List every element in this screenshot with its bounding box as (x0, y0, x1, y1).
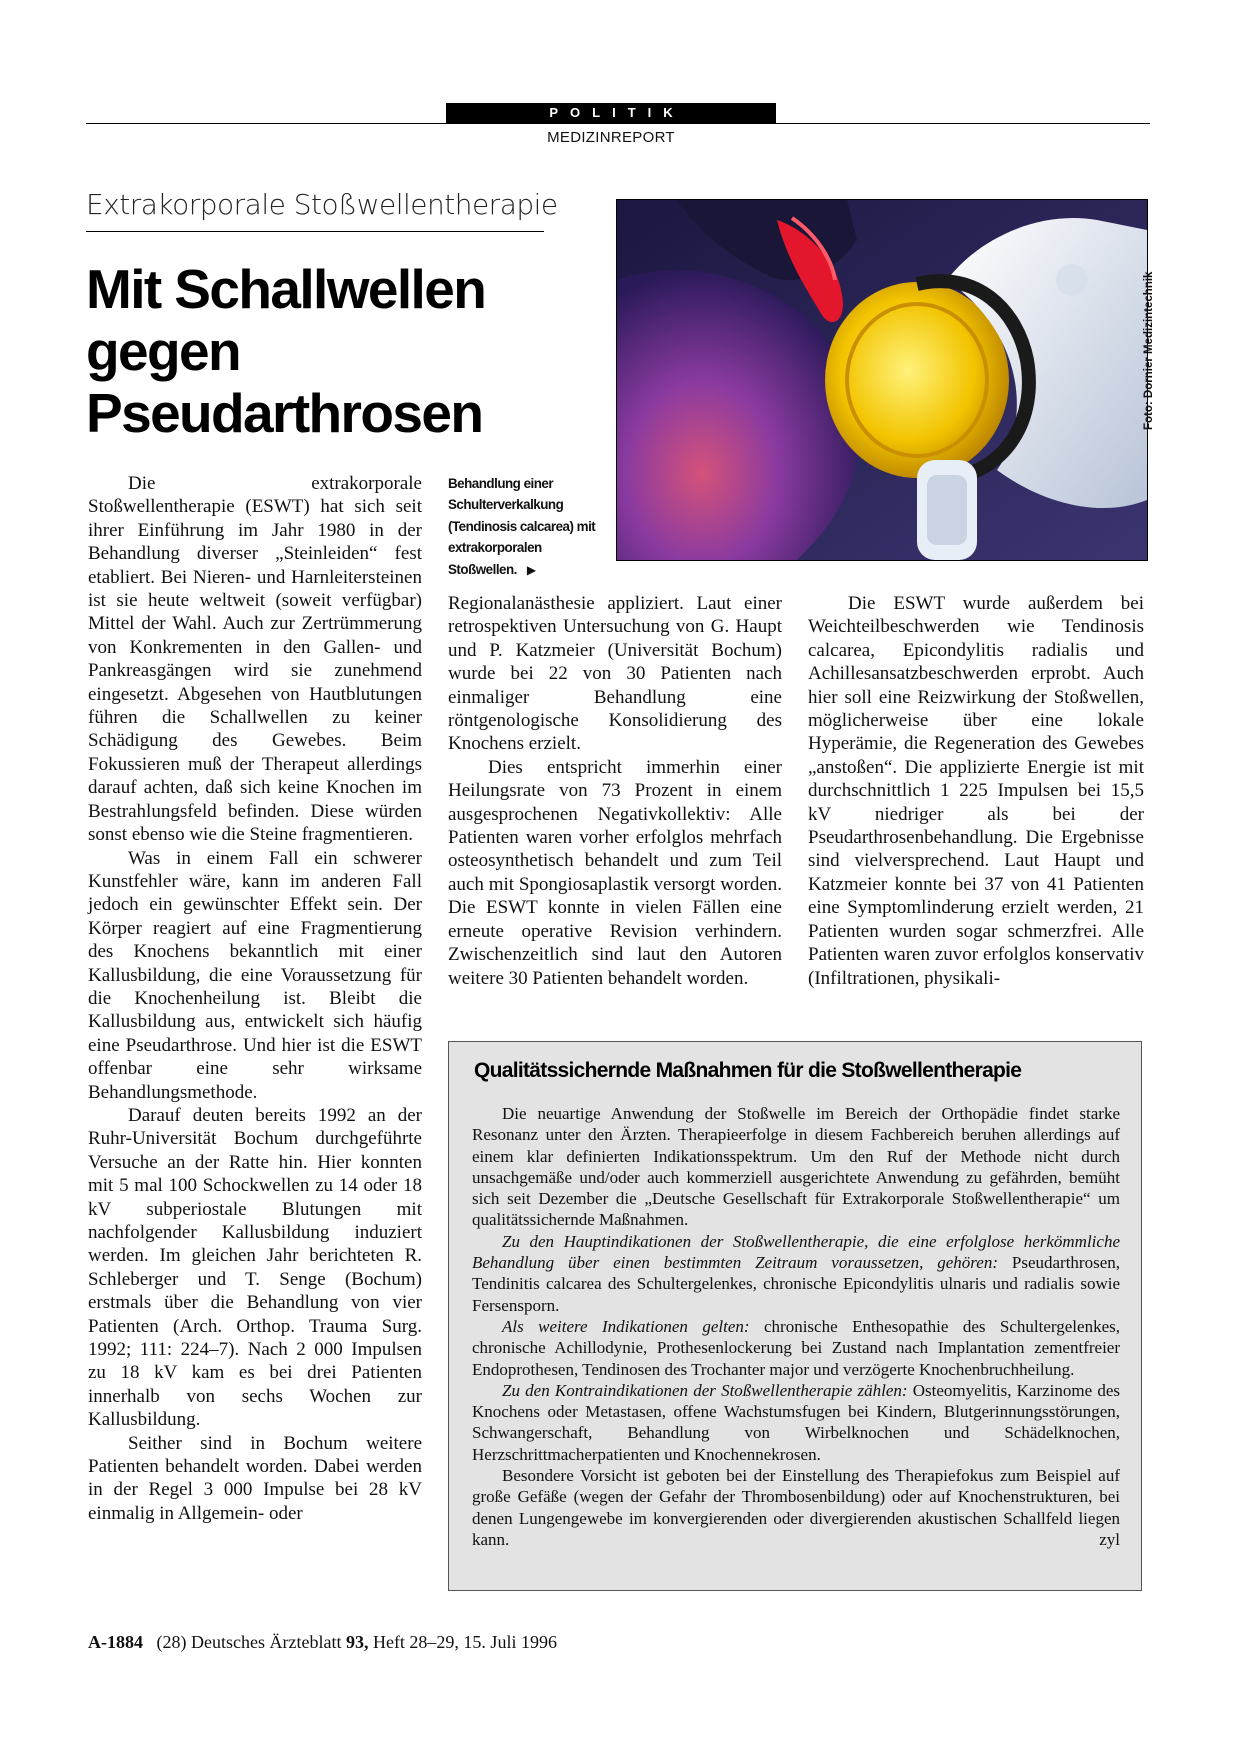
article-column-2 (448, 592, 782, 990)
section-label: POLITIK (446, 103, 776, 123)
article-photo (616, 199, 1148, 561)
page-number: A-1884 (88, 1632, 143, 1652)
box-text: Osteomyelitis, Karzinome des Knochens oder Metastasen, offene Wachstumsfugen bei Kindern, Blutgerinnungsstörungen, Schwangerschaft, Behandlung von Wirbelknochen und Schädelknochen, Herzschrittmacherpatienten und Knochennekrosen. (472, 1380, 1120, 1464)
article-headline (86, 258, 556, 444)
photo-credit: Foto: Dornier Medizintechnik (1143, 271, 1155, 430)
paragraph: Was in einem Fall ein schwerer Kunstfehler wäre, kann im anderen Fall jedoch ein gewünschter Effekt sein. Der Körper reagiert auf eine Fragmentierung des Knochens bekanntlich mit einer Kallusbildung, die eine Voraussetzung für die Knochenheilung ist. Bleibt die Kallusbildung aus, entwickelt sich häufig eine Pseudarthrose. Und hier ist die ESWT offenbar eine sehr wirksame Behandlungsmethode. (88, 847, 422, 1103)
paragraph: Regionalanästhesie appliziert. Laut einer retrospektiven Untersuchung von G. Haupt und P. Katzmeier (Universität Bochum) wurde bei 22 von 30 Patienten nach einmaliger Behandlung eine röntgenologische Konsolidierung des Knochens erzielt. (448, 593, 782, 755)
header-rule (86, 123, 1150, 124)
triangle-right-icon: ▶ (526, 562, 536, 577)
info-box-body (472, 1103, 1120, 1550)
paragraph: Die ESWT wurde außerdem bei Weichteilbeschwerden wie Tendinosis calcarea, Epicondylitis radialis und Achillesansatzbeschwerden erprobt. Auch hier soll eine Reizwirkung der Stoßwellen, möglicherweise über eine lokale Hyperämie, die Regeneration des Gewebes „anstoßen“. Die applizierte Energie ist mit durchschnittlich 1 225 Impulsen bei 15,5 kV niedriger als bei der Pseudarthrosenbehandlung. Die Ergebnisse sind vielversprechend. Laut Haupt und Katzmeier konnte bei 37 von 41 Patienten eine Symptomlinderung erzielt werden, 21 Patienten wurden sogar schmerzfrei. Alle Patienten waren zuvor erfolglos konservativ (Infiltrationen, physikali- (808, 593, 1144, 989)
caption-text: Behandlung einer Schulterverkalkung (Tendinosis calcarea) mit extrakorporalen Stoßwellen. (448, 476, 596, 577)
article-column-1 (88, 472, 422, 1525)
box-text: Besondere Vorsicht ist geboten bei der Einstellung des Therapiefokus zum Beispiel auf große Gefäße (wegen der Gefahr der Thrombosenbildung) oder auf Knochenstrukturen, bei denen Lungengewebe im konvergierenden oder divergierenden akustischen Schallfeld liegen kann. (472, 1466, 1120, 1549)
paragraph: Seither sind in Bochum weitere Patienten behandelt worden. Dabei werden in der Regel 3 000 Impulse bei 28 kV einmalig in Allgemein- oder (88, 1432, 422, 1524)
journal-name: Deutsches Ärzteblatt (191, 1632, 342, 1652)
page-footer (88, 1632, 557, 1653)
box-lead: Zu den Hauptindikationen der Stoßwellentherapie, die eine erfolglose herkömmliche Behandlung über einen bestimmten Zeitraum voraussetzen, gehören: (472, 1231, 1120, 1273)
box-text: chronische Enthesopathie des Schultergelenkes, chronische Achillodynie, Prothesenlockerung bei Zustand nach Implantation zementfreier Endoprothesen, Tendinosen des Trochanter major und verzögerte Knochenbruchheilung. (472, 1316, 1120, 1379)
journal-issue: Heft 28–29, 15. Juli 1996 (372, 1632, 557, 1652)
box-text: Pseudarthrosen, Tendinitis calcarea des Schultergelenkes, chronische Epicondylitis ulnaris und radialis sowie Fersensporn. (472, 1253, 1120, 1315)
headline-line-3: Pseudarthrosen (86, 382, 483, 444)
page-number-alt: (28) (156, 1632, 187, 1652)
paragraph: Die extrakorporale Stoßwellentherapie (ESWT) hat sich seit ihrer Einführung im Jahr 1980 in der Behandlung diverser „Steinleiden“ fest etabliert. Bei Nieren- und Harnleitersteinen ist sie heute weltweit (soweit verfügbar) Mittel der Wahl. Auch zur Zertrümmerung von Konkrementen in den Gallen- und Pankreasgängen wird sie zunehmend eingesetzt. Abgesehen von Hautblutungen führen die Schallwellen zu keiner Schädigung des Gewebes. Beim Fokussieren muß der Therapeut allerdings darauf achten, daß sich keine Knochen im Bestrahlungsfeld befinden. Diese würden sonst ebenso wie die Steine fragmentieren. (88, 473, 422, 846)
article-kicker: Extrakorporale Stoßwellentherapie (86, 188, 558, 221)
photo-caption (448, 473, 608, 581)
shoulder-treatment-illustration (617, 200, 1147, 560)
headline-line-1: Mit Schallwellen (86, 258, 486, 320)
subsection-label: MEDIZINREPORT (547, 129, 675, 146)
author-signoff: zyl (1099, 1529, 1120, 1549)
box-paragraph (472, 1380, 1120, 1465)
journal-volume: 93, (345, 1632, 369, 1652)
info-box-title: Qualitätssichernde Maßnahmen für die Stoßwellentherapie (474, 1059, 1022, 1082)
box-paragraph: Die neuartige Anwendung der Stoßwelle im Bereich der Orthopädie findet starke Resonanz unter den Ärzten. Therapieerfolge in diesem Fachbereich beruhen allerdings auf einem klar definierten Indikationsspektrum. Um den Ruf der Methode nicht durch unsachgemäße und/oder auch kommerziell ausgerichtete Anwendung zu gefährden, bemüht sich seit Dezember die „Deutsche Gesellschaft für Extrakorporale Stoßwellentherapie“ um qualitätssichernde Maßnahmen. (472, 1104, 1120, 1230)
headline-line-2: gegen (86, 320, 240, 382)
box-lead: Zu den Kontraindikationen der Stoßwellentherapie zählen: (502, 1380, 908, 1400)
paragraph: Darauf deuten bereits 1992 an der Ruhr-Universität Bochum durchgeführte Versuche an der Ratte hin. Hier konnten mit 5 mal 100 Schockwellen zu 14 oder 18 kV subperiostale Blutungen mit nachfolgender Kallusbildung induziert werden. Im gleichen Jahr berichteten R. Schleberger und T. Senge (Bochum) erstmals über die Behandlung von vier Patienten (Arch. Orthop. Trauma Surg. 1992; 111: 224–7). Nach 2 000 Impulsen zu 18 kV kam es bei drei Patienten innerhalb von sechs Wochen zur Kallusbildung. (88, 1104, 422, 1431)
paragraph: Dies entspricht immerhin einer Heilungsrate von 73 Prozent in einem ausgesprochenen Negativkollektiv: Alle Patienten waren vorher erfolglos mehrfach osteosynthetisch behandelt und zum Teil auch mit Spongiosaplastik versorgt worden. Die ESWT konnte in vielen Fällen eine erneute operative Revision verhindern. Zwischenzeitlich sind laut den Autoren weitere 30 Patienten behandelt worden. (448, 756, 782, 989)
box-paragraph (472, 1465, 1120, 1550)
box-lead: Als weitere Indikationen gelten: (502, 1316, 750, 1336)
box-paragraph (472, 1231, 1120, 1316)
box-paragraph (472, 1316, 1120, 1380)
kicker-rule (86, 231, 544, 232)
article-column-3 (808, 592, 1144, 990)
